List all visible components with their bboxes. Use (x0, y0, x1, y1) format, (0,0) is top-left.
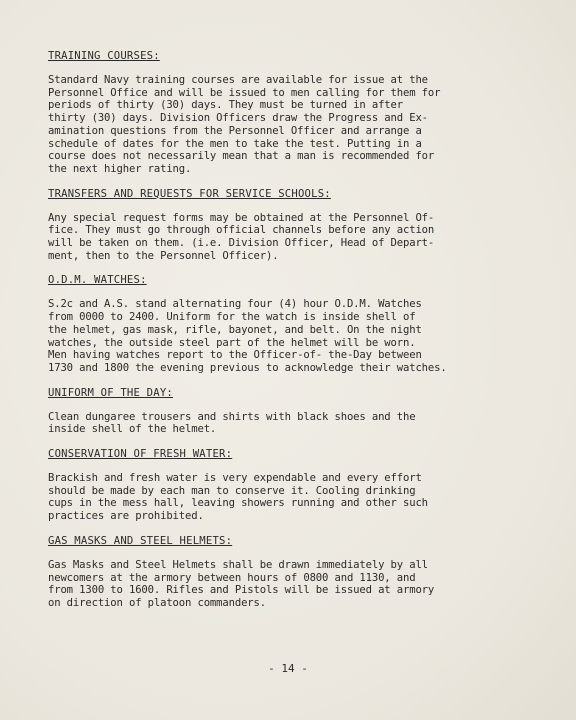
section-conservation-of-fresh-water (48, 448, 523, 523)
section-uniform-of-the-day (48, 387, 523, 436)
section-body: Any special request forms may be obtained at the Personnel Of- fice. They must go through official channels before any action will be taken on them. (i.e. Division Officer, Head of Depart- ment, then to the Personnel Officer). (48, 211, 435, 262)
section-body: Standard Navy training courses are available for issue at the Personnel Office and will be issued to men calling for them for periods of thirty (30) days. They must be turned in after thirty (30) days. Division Officers draw the Progress and Ex- amination questions from the Personnel Officer and arrange a schedule of dates for the men to take the test. Putting in a course does not necessarily mean that a man is recommended for the next higher rating. (48, 74, 441, 175)
section-transfers-and-requests (48, 188, 523, 263)
section-odm-watches (48, 274, 523, 374)
section-heading: GAS MASKS AND STEEL HELMETS: (48, 534, 233, 547)
section-heading: O.D.M. WATCHES: (48, 274, 147, 287)
section-heading: CONSERVATION OF FRESH WATER: (48, 448, 233, 461)
section-heading: TRANSFERS AND REQUESTS FOR SERVICE SCHOOLS: (48, 187, 331, 200)
section-training-courses (48, 50, 523, 176)
page-number: - 14 - (268, 662, 308, 675)
page-content (48, 50, 523, 622)
section-body: Gas Masks and Steel Helmets shall be drawn immediately by all newcomers at the armory between hours of 0800 and 1130, and from 1300 to 1600. Rifles and Pistols will be issued at armory on direction of platoon commanders. (48, 558, 435, 609)
section-body: Clean dungaree trousers and shirts with black shoes and the inside shell of the helmet. (48, 410, 416, 436)
section-body: Brackish and fresh water is very expendable and every effort should be made by each man to conserve it. Cooling drinking cups in the mess hall, leaving showers running and other such practices are prohibited. (48, 472, 428, 523)
section-gas-masks-and-steel-helmets (48, 535, 523, 610)
section-heading: UNIFORM OF THE DAY: (48, 386, 173, 399)
section-body: S.2c and A.S. stand alternating four (4) hour O.D.M. Watches from 0000 to 2400. Uniform for the watch is inside shell of the helmet, gas mask, rifle, bayonet, and belt. On the night watches, the outside steel part of the helmet will be worn. Men having watches report to the Officer-of- the-Day between 1730 and 1800 the evening previous to acknowledge their watches. (48, 298, 447, 374)
section-heading: TRAINING COURSES: (48, 50, 160, 62)
